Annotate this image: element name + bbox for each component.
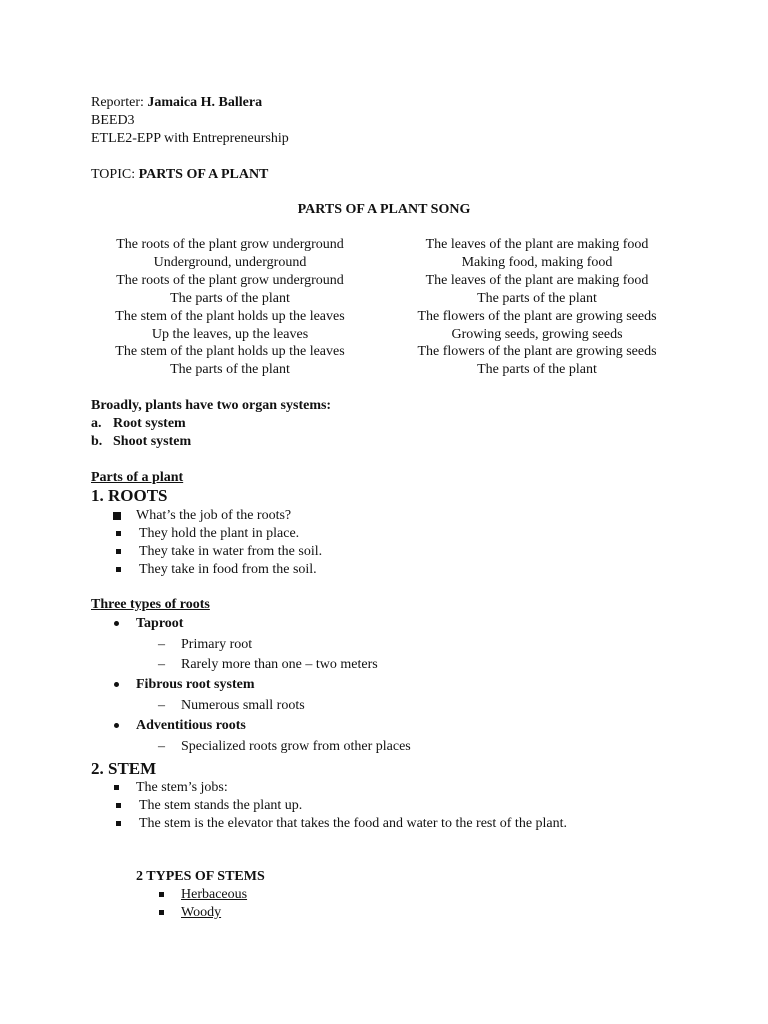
song-line: The flowers of the plant are growing seeds bbox=[417, 344, 657, 360]
reporter-label: Reporter: bbox=[91, 95, 148, 110]
roots-question: What’s the job of the roots? bbox=[136, 508, 292, 523]
taproot-label: Taproot bbox=[136, 616, 184, 631]
adventitious-sub: Specialized roots grow from other places bbox=[181, 739, 411, 754]
roots-title: 1. ROOTS bbox=[91, 486, 168, 505]
parts-heading: Parts of a plant bbox=[91, 470, 184, 485]
song-left-column bbox=[80, 236, 380, 379]
song-line: Up the leaves, up the leaves bbox=[151, 326, 309, 342]
song-line: The parts of the plant bbox=[170, 290, 290, 306]
taproot-sub: Rarely more than one – two meters bbox=[181, 657, 378, 672]
root-types-heading: Three types of roots bbox=[91, 597, 210, 612]
topic-label: TOPIC: bbox=[91, 167, 139, 182]
stem-type-woody: Woody bbox=[181, 905, 222, 920]
subject: ETLE2-EPP with Entrepreneurship bbox=[91, 131, 289, 146]
dash-icon: – bbox=[158, 657, 165, 672]
fibrous-sub: Numerous small roots bbox=[181, 698, 305, 713]
square-bullet-icon bbox=[116, 815, 121, 833]
organ-system-b-marker: b. bbox=[91, 434, 103, 449]
stem-item: The stem is the elevator that takes the food and water to the rest of the plant. bbox=[139, 816, 568, 831]
reporter-line bbox=[91, 94, 262, 112]
song-line: The parts of the plant bbox=[170, 362, 290, 378]
topic-line bbox=[91, 166, 268, 184]
fibrous-label: Fibrous root system bbox=[136, 677, 255, 692]
dash-icon: – bbox=[158, 698, 165, 713]
organ-systems-intro: Broadly, plants have two organ systems: bbox=[91, 398, 332, 413]
roots-item: They take in food from the soil. bbox=[139, 562, 317, 577]
roots-item: They hold the plant in place. bbox=[139, 526, 300, 541]
song-line: The stem of the plant holds up the leaves bbox=[115, 344, 345, 360]
square-bullet-icon bbox=[159, 904, 164, 922]
square-bullet-icon bbox=[116, 561, 121, 579]
song-right-column bbox=[387, 236, 687, 379]
stem-item: The stem stands the plant up. bbox=[139, 798, 303, 813]
square-bullet-icon bbox=[159, 886, 164, 904]
square-bullet-icon bbox=[116, 525, 121, 543]
stem-item: The stem’s jobs: bbox=[136, 780, 228, 795]
song-line: The leaves of the plant are making food bbox=[425, 237, 649, 252]
organ-system-a: Root system bbox=[113, 416, 186, 431]
roots-item: They take in water from the soil. bbox=[139, 544, 323, 559]
song-line: Growing seeds, growing seeds bbox=[451, 326, 623, 342]
round-bullet-icon bbox=[114, 717, 119, 735]
stem-type-herbaceous: Herbaceous bbox=[181, 887, 248, 902]
song-line: The stem of the plant holds up the leaves bbox=[115, 308, 345, 324]
round-bullet-icon bbox=[114, 615, 119, 633]
stem-title: 2. STEM bbox=[91, 759, 157, 778]
square-bullet-icon bbox=[116, 543, 121, 561]
song-line: The roots of the plant grow underground bbox=[116, 237, 344, 252]
stem-types-heading: 2 TYPES OF STEMS bbox=[136, 869, 265, 884]
course: BEED3 bbox=[91, 113, 135, 128]
organ-system-a-marker: a. bbox=[91, 416, 102, 431]
song-line: The parts of the plant bbox=[477, 362, 597, 378]
topic-value: PARTS OF A PLANT bbox=[138, 167, 269, 182]
song-line: The roots of the plant grow underground bbox=[116, 272, 344, 288]
reporter-name: Jamaica H. Ballera bbox=[147, 95, 263, 110]
song-line: The leaves of the plant are making food bbox=[425, 272, 649, 288]
song-line: Making food, making food bbox=[461, 254, 613, 270]
song-title: PARTS OF A PLANT SONG bbox=[297, 202, 471, 217]
square-bullet-icon bbox=[114, 779, 119, 797]
square-bullet-icon bbox=[116, 797, 121, 815]
organ-system-b: Shoot system bbox=[113, 434, 192, 449]
square-bullet-icon bbox=[113, 507, 121, 525]
dash-icon: – bbox=[158, 637, 165, 652]
adventitious-label: Adventitious roots bbox=[136, 718, 246, 733]
taproot-sub: Primary root bbox=[181, 637, 253, 652]
song-line: The parts of the plant bbox=[477, 290, 597, 306]
song-line: Underground, underground bbox=[153, 254, 307, 270]
dash-icon: – bbox=[158, 739, 165, 754]
song-line: The flowers of the plant are growing seeds bbox=[417, 308, 657, 324]
round-bullet-icon bbox=[114, 676, 119, 694]
